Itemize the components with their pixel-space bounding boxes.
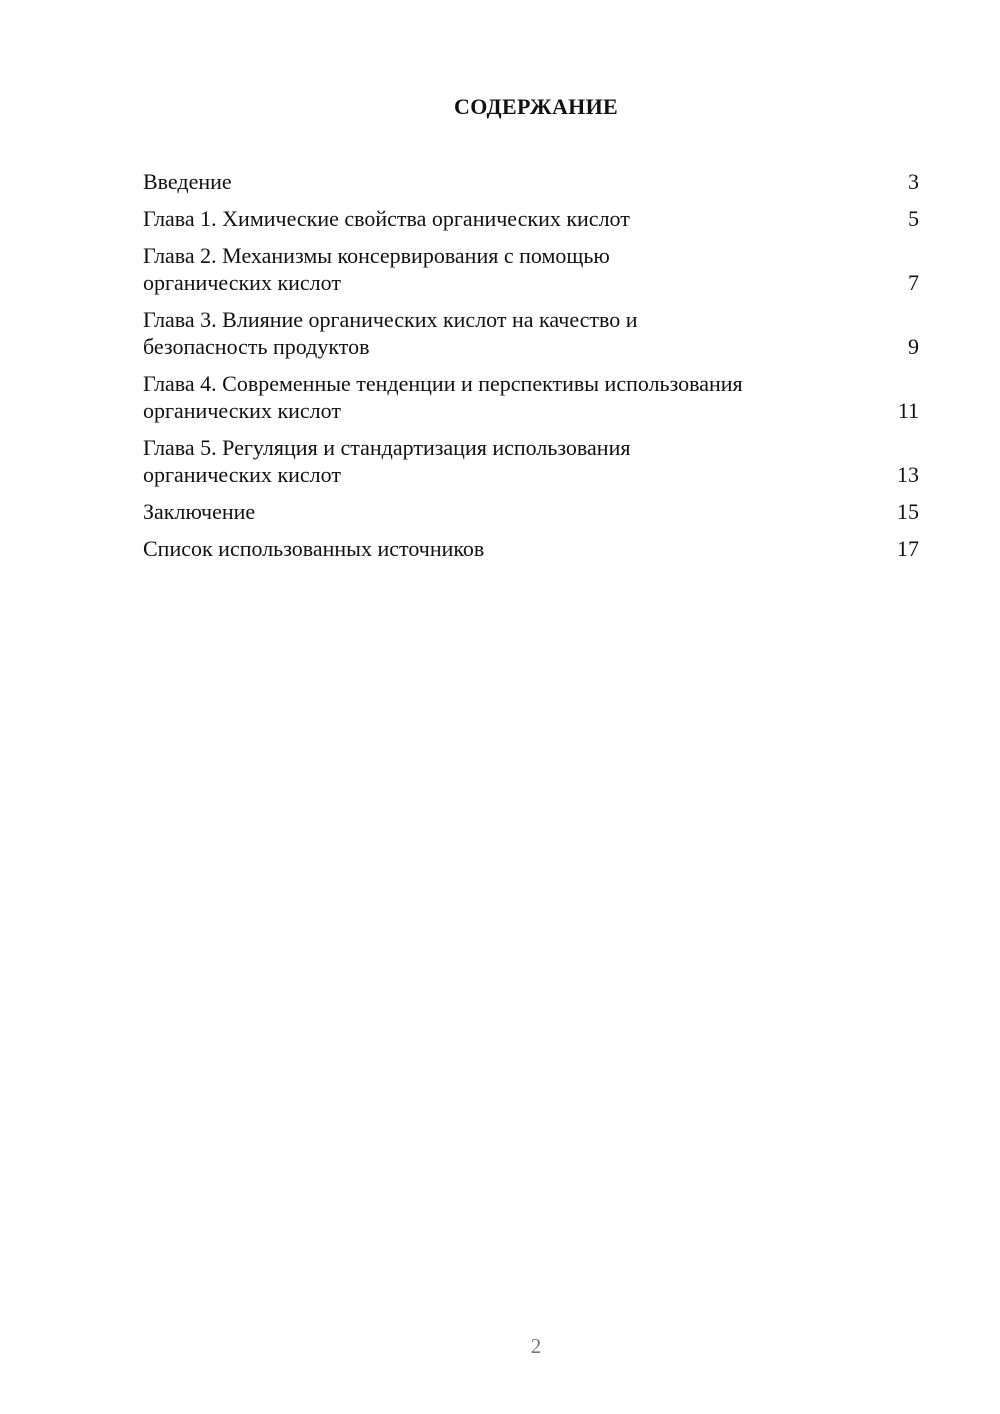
toc-entry-chapter-4 [143,370,919,424]
toc-entry-conclusion [143,498,919,525]
toc-entry-chapter-5 [143,434,919,488]
toc-entry-references [143,535,919,562]
page-title: СОДЕРЖАНИЕ [454,94,618,119]
toc-entry-title: Список использованных источников [143,536,485,561]
toc-entry-page: 15 [897,499,919,524]
table-of-contents [143,168,919,572]
toc-entry-title: Глава 2. Механизмы консервирования с помощью органических кислот [143,243,610,295]
toc-entry-introduction [143,168,919,195]
toc-entry-title: Заключение [143,499,256,524]
toc-entry-page: 3 [908,169,919,194]
toc-entry-chapter-2 [143,242,919,296]
toc-entry-page: 9 [908,334,919,359]
toc-entry-title: Введение [143,169,232,194]
toc-entry-page: 13 [897,462,919,487]
toc-entry-page: 11 [897,398,919,423]
toc-entry-title: Глава 4. Современные тенденции и перспективы использования органических кислот [143,371,743,423]
page-number: 2 [530,1334,542,1358]
toc-entry-chapter-1 [143,205,919,232]
toc-entry-page: 7 [908,270,919,295]
toc-entry-page: 17 [897,536,919,561]
toc-entry-title: Глава 1. Химические свойства органических кислот [143,206,630,231]
toc-entry-title: Глава 3. Влияние органических кислот на качество и безопасность продуктов [143,307,638,359]
toc-entry-title: Глава 5. Регуляция и стандартизация использования органических кислот [143,435,631,487]
toc-entry-chapter-3 [143,306,919,360]
toc-entry-page: 5 [908,206,919,231]
